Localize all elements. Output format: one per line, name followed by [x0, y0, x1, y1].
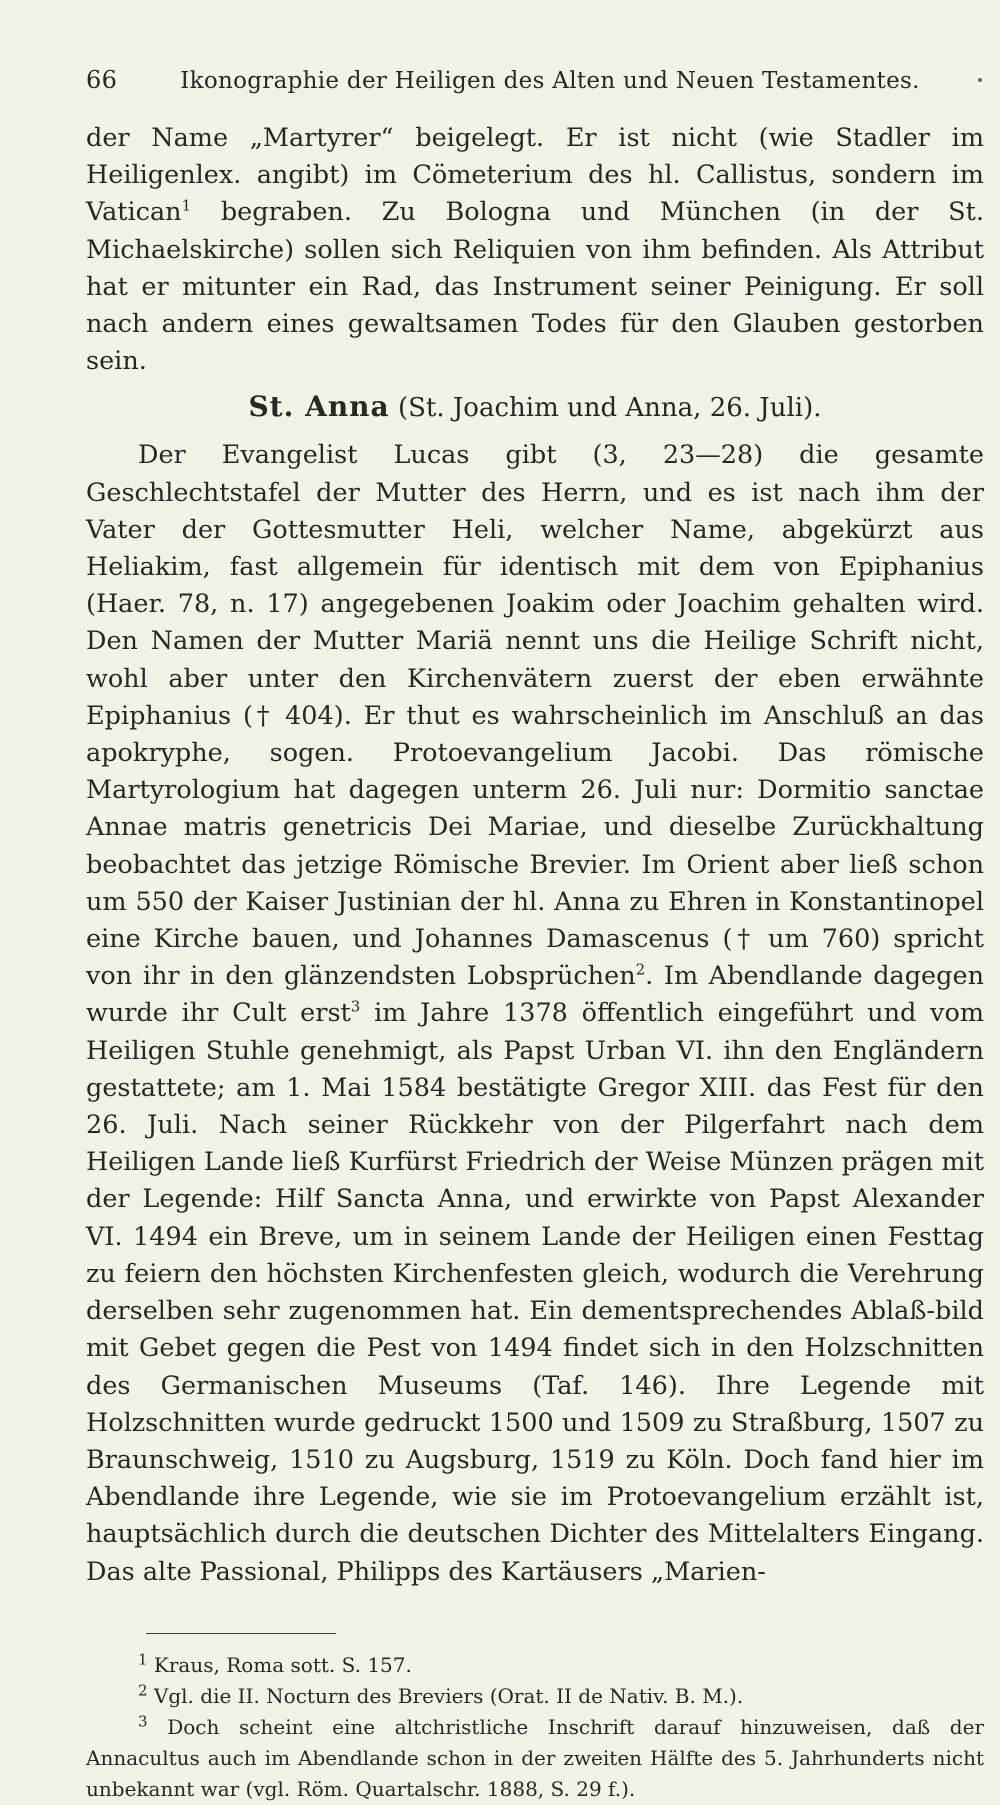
footnote-ref-2: 2: [635, 960, 646, 979]
saint-name: St. Anna: [248, 390, 390, 424]
footnote: [86, 1712, 984, 1805]
footnote-ref-3: 3: [350, 997, 361, 1016]
footnote-number: 3: [138, 1712, 148, 1731]
main-text-c: im Jahre 1378 öffentlich eingeführt und vom Heiligen Stuhle genehmigt, als Papst Urban VI. ihn den Engländern gestattete; am 1. Mai 1584 bestätigte Gregor XIII. das Fest für den 26. Juli. Nach seiner Rückkehr von der Pilgerfahrt nach dem Heiligen Lande ließ Kurfürst Friedrich der Weise Münzen prägen mit der Legende: Hilf Sancta Anna, und erwirkte von Papst Alexander VI. 1494 ein Breve, um in seinem Lande der Heiligen einen Festtag zu feiern den höchsten Kirchenfesten gleich, wodurch die Verehrung derselben sehr zugenommen hat. Ein dementsprechendes Ablaß-bild mit Gebet gegen die Pest von 1494 findet sich in den Holzschnitten des Germanischen Museums (Taf. 146). Ihre Legende mit Holzschnitten wurde gedruckt 1500 und 1509 zu Straßburg, 1507 zu Braunschweig, 1510 zu Augsburg, 1519 zu Köln. Doch fand hier im Abendlande ihre Legende, wie sie im Protoevangelium erzählt ist, hauptsächlich durch die deutschen Dichter des Mittelalters Eingang. Das alte Passional, Philipps des Kartäusers „Marien-: [86, 998, 984, 1587]
footnote-divider: [146, 1633, 336, 1634]
footnote: [86, 1650, 984, 1681]
footnote-number: 1: [138, 1650, 148, 1669]
footnote-text: Vgl. die II. Nocturn des Breviers (Orat. II de Nativ. B. M.).: [147, 1683, 744, 1708]
footnote-text: Kraus, Roma sott. S. 157.: [147, 1652, 412, 1677]
footnote-ref-1: 1: [181, 196, 192, 215]
intro-paragraph: [86, 120, 984, 380]
footnote-number: 2: [138, 1681, 148, 1700]
main-text-b: . Im Abendlande dagegen wurde ihr Cult erst: [86, 961, 984, 1029]
footnotes: [86, 1650, 984, 1805]
body-text: [86, 120, 984, 1591]
section-heading: [86, 388, 984, 427]
footnote: [86, 1681, 984, 1712]
main-text-a: Der Evangelist Lucas gibt (3, 23—28) die gesamte Geschlechtstafel der Mutter des Herrn, und es ist nach ihm der Vater der Gottesmutter Heli, welcher Name, abgekürzt aus Heliakim, fast allgemein für identisch mit dem von Epiphanius (Haer. 78, n. 17) angegebenen Joakim oder Joachim gehalten wird. Den Namen der Mutter Mariä nennt uns die Heilige Schrift nicht, wohl aber unter den Kirchenvätern zuerst der eben erwähnte Epiphanius († 404). Er thut es wahrscheinlich im Anschluß an das apokryphe, sogen. Protoevangelium Jacobi. Das römische Martyrologium hat dagegen unterm 26. Juli nur: Dormitio sanctae Annae matris genetricis Dei Mariae, und dieselbe Zurückhaltung beobachtet das jetzige Römische Brevier. Im Orient aber ließ schon um 550 der Kaiser Justinian der hl. Anna zu Ehren in Konstantinopel eine Kirche bauen, und Johannes Damascenus († um 760) spricht von ihr in den glänzendsten Lobsprüchen: [86, 440, 984, 992]
running-title: Ikonographie der Heiligen des Alten und Neuen Testamentes.: [180, 68, 920, 94]
stray-mark: [978, 78, 982, 82]
section-subtitle: (St. Joachim und Anna, 26. Juli).: [389, 393, 822, 424]
page-number: 66: [86, 66, 118, 94]
intro-text-a: der Name „Martyrer“ beigelegt. Er ist nicht (wie Stadler im Heiligenlex. angibt) im Cömeterium des hl. Callistus, sondern im Vatican: [86, 123, 984, 228]
main-paragraph: [86, 437, 984, 1590]
running-head: [86, 66, 984, 108]
intro-text-b: begraben. Zu Bologna und München (in der St. Michaelskirche) sollen sich Reliquien von ihm befinden. Als Attribut hat er mitunter ein Rad, das Instrument seiner Peinigung. Er soll nach andern eines gewaltsamen Todes für den Glauben gestorben sein.: [86, 197, 984, 377]
footnote-text: Doch scheint eine altchristliche Inschrift darauf hinzuweisen, daß der Annacultus auch im Abendlande schon in der zweiten Hälfte des 5. Jahrhunderts nicht unbekannt war (vgl. Röm. Quartalschr. 1888, S. 29 f.).: [86, 1714, 984, 1801]
